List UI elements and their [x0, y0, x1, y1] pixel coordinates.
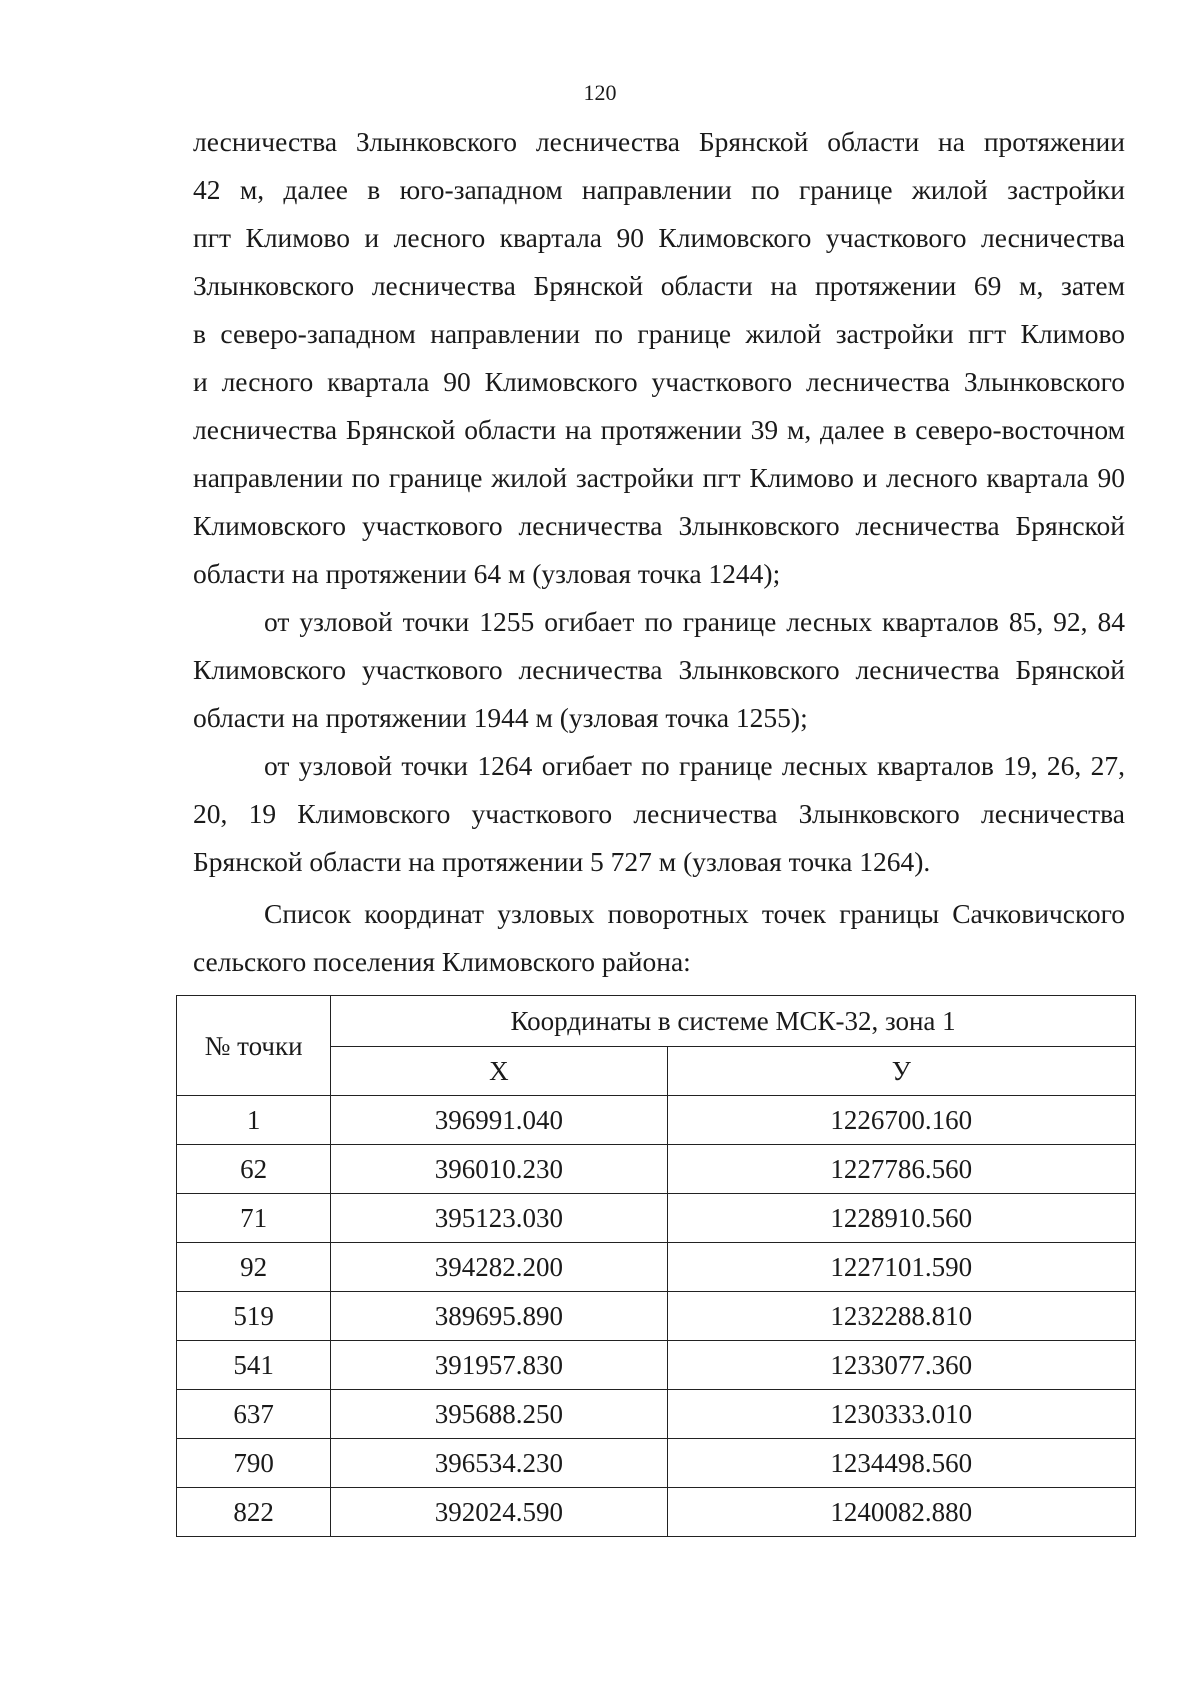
text-line: от узловой точки 1264 огибает по границе лесных кварталов 19, 26, 27,: [264, 750, 1125, 781]
text-line: и лесного квартала 90 Климовского участкового лесничества Злынковского: [193, 366, 1125, 397]
text-line: пгт Климово и лесного квартала 90 Климовского участкового лесничества: [193, 222, 1125, 253]
text-line: 42 м, далее в юго-западном направлении по границе жилой застройки: [193, 174, 1125, 205]
text-line: Список координат узловых поворотных точек границы Сачковичского: [264, 898, 1125, 929]
text-line: Климовского участкового лесничества Злынковского лесничества Брянской: [193, 510, 1125, 541]
header-coordinate-system: Координаты в системе МСК-32, зона 1: [331, 996, 1136, 1047]
cell-y: 1234498.560: [667, 1439, 1136, 1488]
text-line: направлении по границе жилой застройки пгт Климово и лесного квартала 90: [193, 462, 1125, 493]
table-row: [177, 1194, 1136, 1243]
table-row: [177, 1096, 1136, 1145]
cell-point: 822: [177, 1488, 331, 1537]
header-x: Х: [331, 1047, 667, 1096]
page-number: 120: [583, 80, 617, 105]
cell-y: 1230333.010: [667, 1390, 1136, 1439]
text-line: 20, 19 Климовского участкового лесничества Злынковского лесничества: [193, 798, 1125, 829]
cell-x: 394282.200: [331, 1243, 667, 1292]
cell-y: 1226700.160: [667, 1096, 1136, 1145]
cell-point: 637: [177, 1390, 331, 1439]
text-line: лесничества Злынковского лесничества Брянской области на протяжении: [193, 126, 1125, 157]
table-row: [177, 1292, 1136, 1341]
cell-point: 1: [177, 1096, 331, 1145]
cell-x: 396010.230: [331, 1145, 667, 1194]
cell-x: 396534.230: [331, 1439, 667, 1488]
table-row: [177, 1243, 1136, 1292]
cell-point: 541: [177, 1341, 331, 1390]
cell-x: 396991.040: [331, 1096, 667, 1145]
text-line: в северо-западном направлении по границе жилой застройки пгт Климово: [193, 318, 1125, 349]
paragraph-node-1264: [193, 742, 1125, 886]
cell-y: 1228910.560: [667, 1194, 1136, 1243]
table-row: [177, 1390, 1136, 1439]
text-line: лесничества Брянской области на протяжении 39 м, далее в северо-восточном: [193, 414, 1125, 445]
text-line: Климовского участкового лесничества Злынковского лесничества Брянской: [193, 654, 1125, 685]
cell-y: 1227786.560: [667, 1145, 1136, 1194]
text-line: области на протяжении 64 м (узловая точка 1244);: [193, 558, 781, 589]
table-row: [177, 1341, 1136, 1390]
text-line: сельского поселения Климовского района:: [193, 946, 691, 977]
cell-x: 391957.830: [331, 1341, 667, 1390]
paragraph-node-1255: [193, 598, 1125, 742]
cell-point: 519: [177, 1292, 331, 1341]
document-body: [193, 118, 1125, 986]
cell-point: 790: [177, 1439, 331, 1488]
header-point-number: № точки: [177, 996, 331, 1096]
cell-point: 62: [177, 1145, 331, 1194]
cell-x: 392024.590: [331, 1488, 667, 1537]
paragraph-boundary-description: [193, 118, 1125, 598]
text-line: от узловой точки 1255 огибает по границе лесных кварталов 85, 92, 84: [264, 606, 1125, 637]
cell-y: 1233077.360: [667, 1341, 1136, 1390]
table-row: [177, 1145, 1136, 1194]
coordinates-table: [176, 995, 1136, 1537]
cell-y: 1232288.810: [667, 1292, 1136, 1341]
cell-y: 1240082.880: [667, 1488, 1136, 1537]
cell-x: 395688.250: [331, 1390, 667, 1439]
table-row: [177, 1439, 1136, 1488]
cell-x: 395123.030: [331, 1194, 667, 1243]
text-line: области на протяжении 1944 м (узловая точка 1255);: [193, 702, 808, 733]
cell-y: 1227101.590: [667, 1243, 1136, 1292]
paragraph-coordinates-intro: [193, 890, 1125, 986]
text-line: Злынковского лесничества Брянской области на протяжении 69 м, затем: [193, 270, 1125, 301]
cell-point: 71: [177, 1194, 331, 1243]
table-row: [177, 1488, 1136, 1537]
cell-x: 389695.890: [331, 1292, 667, 1341]
text-line: Брянской области на протяжении 5 727 м (узловая точка 1264).: [193, 846, 931, 877]
header-y: У: [667, 1047, 1136, 1096]
cell-point: 92: [177, 1243, 331, 1292]
